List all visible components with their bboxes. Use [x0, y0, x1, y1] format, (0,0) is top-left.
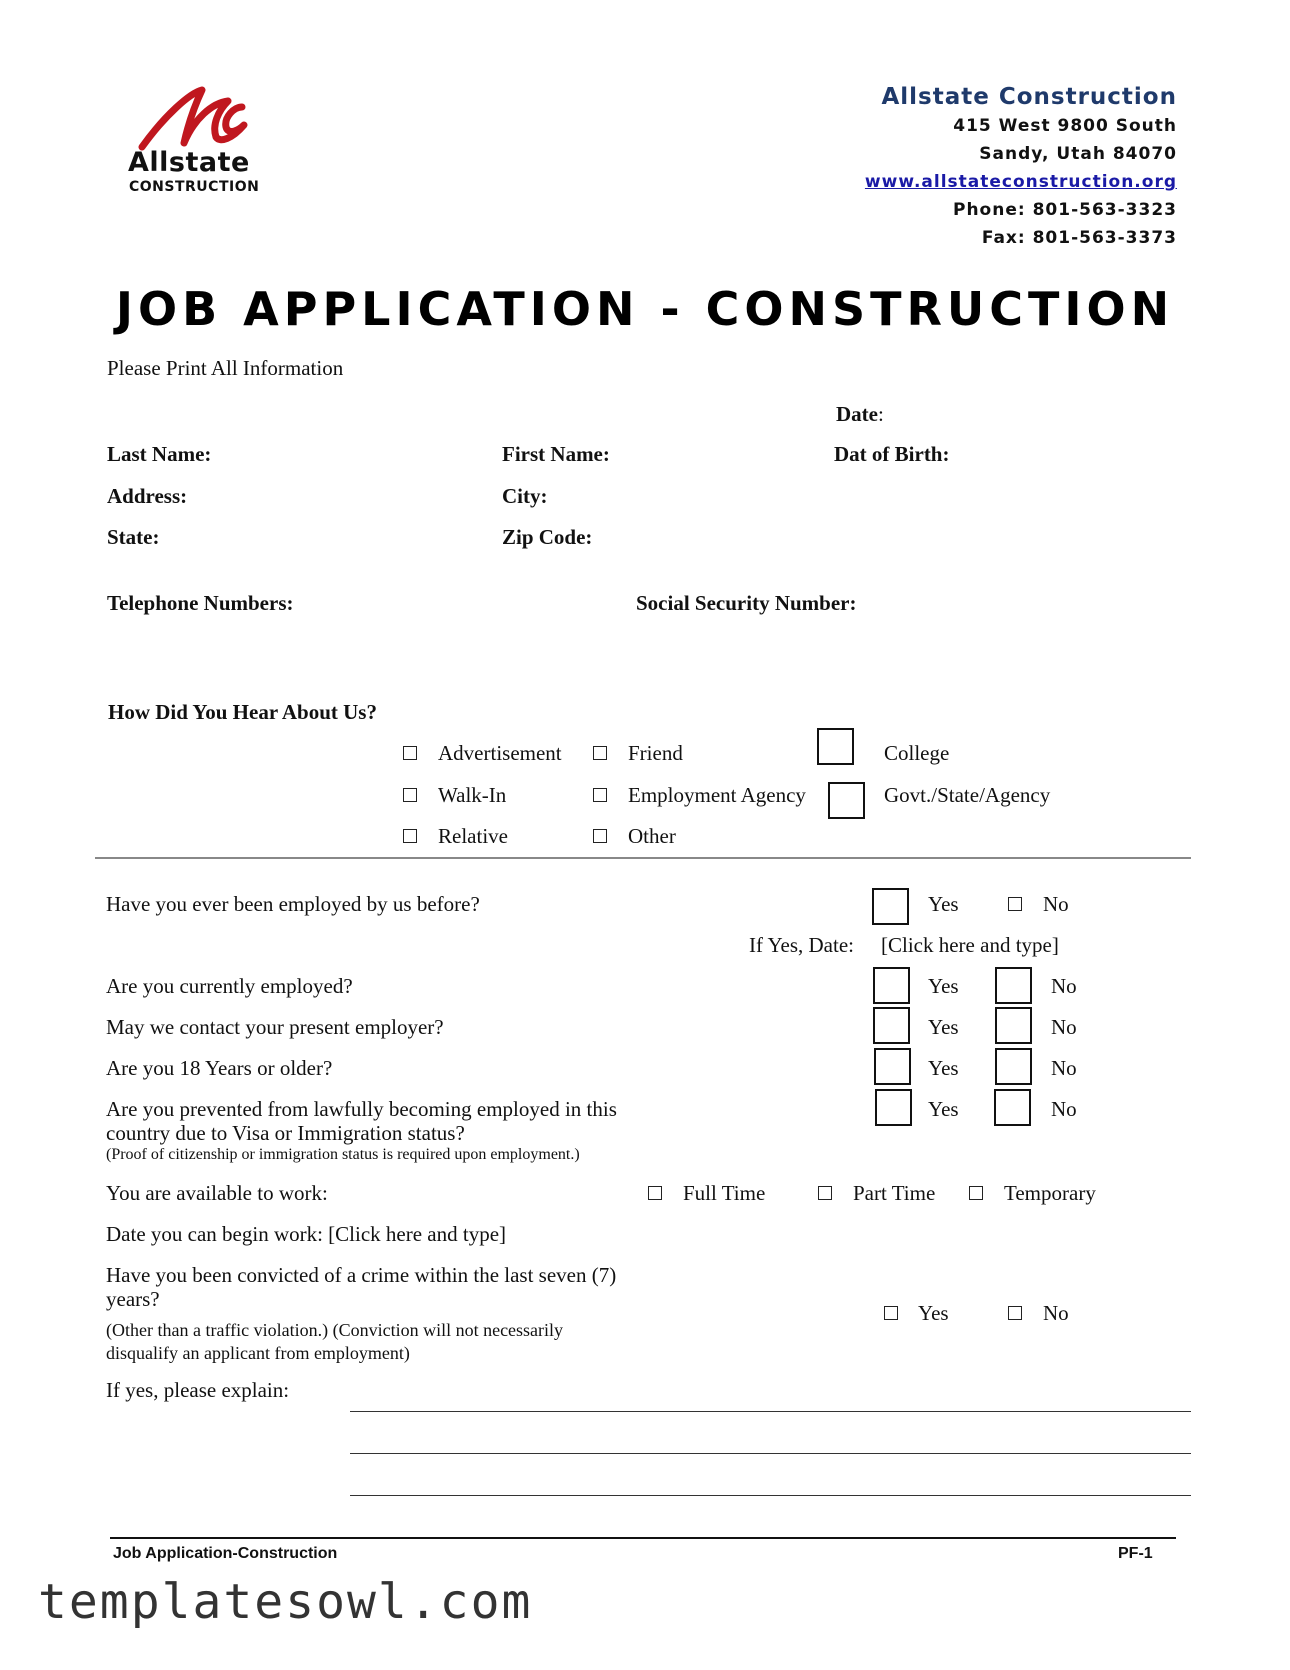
option-relative: Relative	[438, 824, 508, 848]
crime-note-line1: (Other than a traffic violation.) (Conviction will not necessarily	[106, 1320, 564, 1340]
crime-question-line2: years?	[106, 1287, 160, 1311]
if-yes-date-label: If Yes, Date:	[749, 933, 854, 957]
prevented-yes-checkbox[interactable]	[875, 1089, 912, 1126]
watermark: templatesowl.com	[38, 1574, 533, 1630]
if-yes-date-field[interactable]: [Click here and type]	[881, 933, 1059, 957]
company-address1: 415 West 9800 South	[953, 116, 1177, 136]
contact-employer-yes-checkbox[interactable]	[873, 1007, 910, 1044]
checkbox-employment-agency[interactable]	[593, 788, 607, 802]
option-college: College	[884, 741, 950, 765]
currently-employed-no-label: No	[1051, 974, 1077, 998]
part-time-checkbox[interactable]	[818, 1186, 832, 1200]
contact-employer-question: May we contact your present employer?	[106, 1015, 444, 1039]
checkbox-relative[interactable]	[403, 829, 417, 843]
checkbox-walk-in[interactable]	[403, 788, 417, 802]
temporary-checkbox[interactable]	[969, 1186, 983, 1200]
date-label-text: Date	[836, 402, 878, 426]
age18-question: Are you 18 Years or older?	[106, 1056, 333, 1080]
crime-question-line1: Have you been convicted of a crime within the last seven (7)	[106, 1263, 617, 1287]
logo-swoosh-icon	[120, 85, 280, 155]
hear-heading: How Did You Hear About Us?	[108, 700, 377, 724]
contact-employer-no-label: No	[1051, 1015, 1077, 1039]
date-label-colon: :	[877, 402, 884, 426]
logo-text-sub: CONSTRUCTION	[129, 179, 260, 195]
company-website-link[interactable]: www.allstateconstruction.org	[864, 172, 1177, 192]
date-label	[836, 402, 884, 427]
currently-employed-question: Are you currently employed?	[106, 974, 353, 998]
option-employment-agency: Employment Agency	[628, 783, 806, 807]
page-title: JOB APPLICATION - CONSTRUCTION	[115, 282, 1175, 336]
explain-label: If yes, please explain:	[106, 1378, 290, 1402]
crime-note-line2: disqualify an applicant from employment)	[106, 1343, 410, 1363]
footer-rule	[110, 1537, 1176, 1539]
company-info	[865, 82, 1177, 252]
checkbox-other[interactable]	[593, 829, 607, 843]
ssn-label: Social Security Number:	[636, 591, 857, 615]
age18-yes-label: Yes	[928, 1056, 959, 1080]
full-time-checkbox[interactable]	[648, 1186, 662, 1200]
checkbox-advertisement[interactable]	[403, 746, 417, 760]
instructions: Please Print All Information	[107, 356, 344, 380]
full-time-label: Full Time	[683, 1181, 766, 1205]
company-phone: Phone: 801-563-3323	[953, 200, 1177, 220]
explain-line-1[interactable]	[350, 1411, 1191, 1412]
city-label: City:	[502, 484, 548, 508]
currently-employed-yes-checkbox[interactable]	[873, 967, 910, 1004]
checkbox-govt-agency[interactable]	[828, 782, 865, 819]
state-label: State:	[107, 525, 160, 549]
dob-label: Dat of Birth:	[834, 442, 950, 466]
option-friend: Friend	[628, 741, 683, 765]
last-name-label: Last Name:	[107, 442, 212, 466]
checkbox-college[interactable]	[817, 728, 854, 765]
footer-left: Job Application-Construction	[113, 1545, 338, 1562]
currently-employed-yes-label: Yes	[928, 974, 959, 998]
crime-yes-checkbox[interactable]	[884, 1306, 898, 1320]
crime-no-label: No	[1043, 1301, 1069, 1325]
company-fax: Fax: 801-563-3373	[981, 228, 1177, 248]
prevented-no-label: No	[1051, 1097, 1077, 1121]
telephone-label: Telephone Numbers:	[107, 591, 294, 615]
employed-before-yes-label: Yes	[928, 892, 959, 916]
explain-line-2[interactable]	[350, 1453, 1191, 1454]
temporary-label: Temporary	[1004, 1181, 1096, 1205]
contact-employer-yes-label: Yes	[928, 1015, 959, 1039]
prevented-question-line2: country due to Visa or Immigration status?	[106, 1121, 465, 1145]
crime-no-checkbox[interactable]	[1008, 1306, 1022, 1320]
prevented-yes-label: Yes	[928, 1097, 959, 1121]
section-divider	[95, 857, 1191, 859]
option-govt-agency: Govt./State/Agency	[884, 783, 1051, 807]
crime-yes-label: Yes	[918, 1301, 949, 1325]
logo-text-main: Allstate	[128, 147, 250, 178]
prevented-no-checkbox[interactable]	[994, 1089, 1031, 1126]
part-time-label: Part Time	[853, 1181, 936, 1205]
contact-employer-no-checkbox[interactable]	[995, 1007, 1032, 1044]
option-advertisement: Advertisement	[438, 741, 562, 765]
employed-before-no-label: No	[1043, 892, 1069, 916]
address-label: Address:	[107, 484, 188, 508]
employed-before-yes-checkbox[interactable]	[872, 888, 909, 925]
currently-employed-no-checkbox[interactable]	[995, 967, 1032, 1004]
footer-right: PF-1	[1118, 1545, 1153, 1562]
company-address2: Sandy, Utah 84070	[979, 144, 1177, 164]
employed-before-no-checkbox[interactable]	[1008, 897, 1022, 911]
age18-yes-checkbox[interactable]	[874, 1048, 911, 1085]
checkbox-friend[interactable]	[593, 746, 607, 760]
company-name: Allstate Construction	[881, 84, 1177, 110]
prevented-question-line1: Are you prevented from lawfully becoming employed in this	[106, 1097, 617, 1121]
explain-line-3[interactable]	[350, 1495, 1191, 1496]
begin-work-field[interactable]: Date you can begin work: [Click here and type]	[106, 1222, 507, 1246]
option-other: Other	[628, 824, 676, 848]
first-name-label: First Name:	[502, 442, 610, 466]
zip-label: Zip Code:	[502, 525, 593, 549]
company-logo	[120, 85, 280, 195]
available-question: You are available to work:	[106, 1181, 328, 1205]
age18-no-checkbox[interactable]	[995, 1048, 1032, 1085]
age18-no-label: No	[1051, 1056, 1077, 1080]
option-walk-in: Walk-In	[438, 783, 507, 807]
prevented-note: (Proof of citizenship or immigration status is required upon employment.)	[106, 1146, 580, 1163]
employed-before-question: Have you ever been employed by us before?	[106, 892, 480, 916]
